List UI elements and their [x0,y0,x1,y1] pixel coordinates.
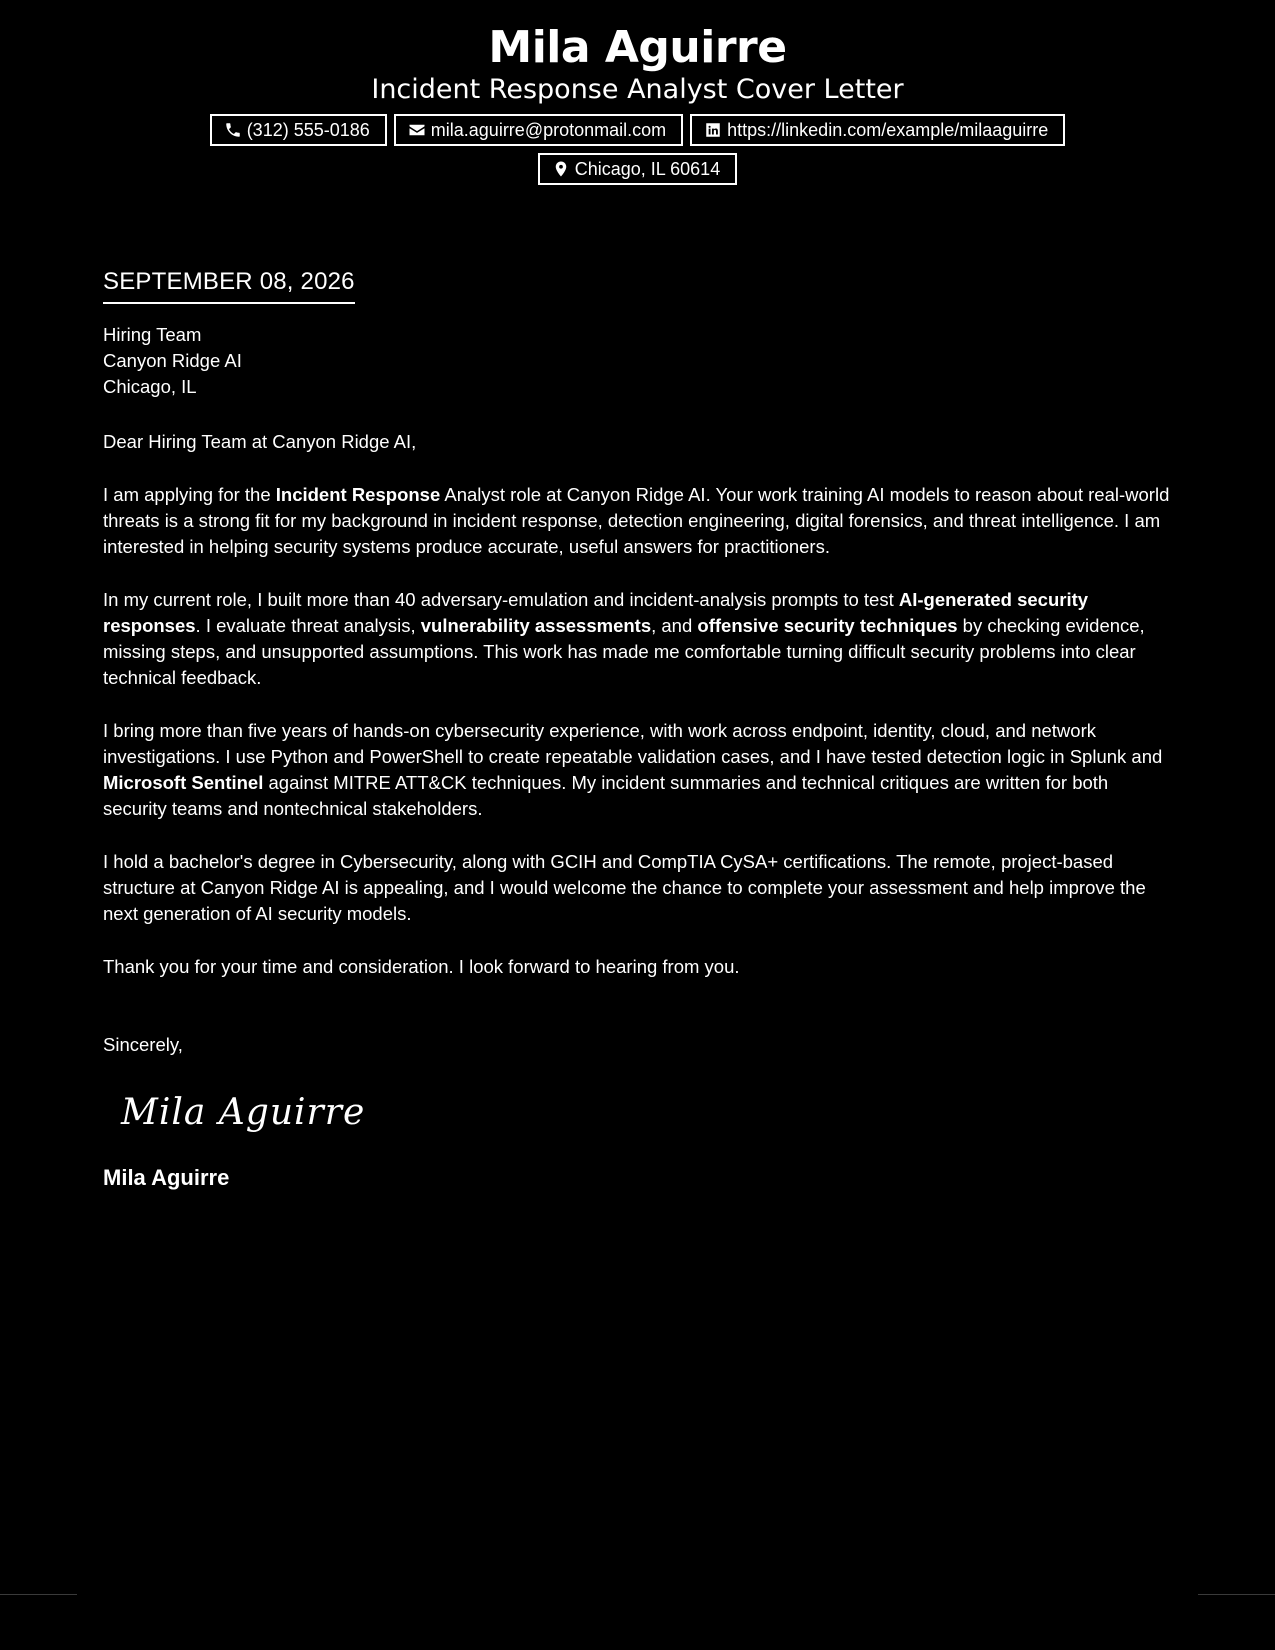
recipient-line: Canyon Ridge AI [103,350,242,371]
contact-list [178,114,1098,185]
contact-email[interactable] [394,114,683,146]
letter-body [103,262,1173,1192]
linkedin-icon [704,121,722,139]
applicant-name: Mila Aguirre [488,22,787,73]
paragraph-experience [103,718,1173,822]
recipient-block [103,322,1173,400]
footer-rule-right [1198,1594,1275,1595]
bold-phrase: AI-generated security responses [103,589,1089,636]
handwritten-signature: Mila Aguirre [121,1092,366,1133]
text-run: I bring more than five years of hands-on cybersecurity experience, with work across endpoint, identity, cloud, and network investigations. I use Python and PowerShell to create repeatable validation cases, and I have tested detection logic in Splunk and [103,720,1163,767]
paragraph-current-role [103,587,1173,691]
text-run: I am applying for the [103,484,276,505]
envelope-icon [408,121,426,139]
contact-linkedin[interactable] [690,114,1065,146]
letter-header [0,22,1275,185]
contact-phone[interactable] [210,114,387,146]
bold-phrase: Microsoft Sentinel [103,772,264,793]
phone-text: (312) 555-0186 [246,120,370,140]
text-run: , and [651,615,698,636]
text-run: Analyst role at Canyon Ridge AI. Your work training AI models to reason about real-world threats is a strong fit for my background in incident response, detection engineering, digital forensics, and threat intelligence. I am interested in helping security systems produce accurate, useful answers for practitioners. [103,484,1170,557]
phone-icon [224,121,242,139]
recipient-line: Chicago, IL [103,376,197,397]
paragraph-intro [103,482,1173,560]
signer-name: Mila Aguirre [103,1165,230,1190]
text-run: against MITRE ATT&CK techniques. My incident summaries and technical critiques are written for both security teams and nontechnical stakeholders. [103,772,1109,819]
bold-phrase: vulnerability assessments [420,615,652,636]
linkedin-text: https://linkedin.com/example/milaaguirre [727,120,1049,140]
letter-date: SEPTEMBER 08, 2026 [103,262,355,304]
map-pin-icon [552,160,570,178]
paragraph-thanks: Thank you for your time and consideration. I look forward to hearing from you. [103,956,740,977]
text-run: In my current role, I built more than 40 adversary-emulation and incident-analysis prompts to test [103,589,899,610]
location-text: Chicago, IL 60614 [574,159,721,179]
closing: Sincerely, [103,1034,183,1055]
recipient-line: Hiring Team [103,324,202,345]
bold-phrase: Incident Response [275,484,441,505]
text-run: . I evaluate threat analysis, [195,615,421,636]
paragraph-education: I hold a bachelor's degree in Cybersecurity, along with GCIH and CompTIA CySA+ certifications. The remote, project-based structure at Canyon Ridge AI is appealing, and I would welcome the chance to complete your assessment and help improve the next generation of AI security models. [103,851,1146,924]
document-subtitle: Incident Response Analyst Cover Letter [371,74,904,105]
text-run: by checking evidence, missing steps, and unsupported assumptions. This work has made me comfortable turning difficult security problems into clear technical feedback. [103,615,1145,688]
email-text: mila.aguirre@protonmail.com [430,120,667,140]
bold-phrase: offensive security techniques [697,615,958,636]
contact-location[interactable] [538,153,737,185]
salutation: Dear Hiring Team at Canyon Ridge AI, [103,431,417,452]
footer-rule-left [0,1594,77,1595]
